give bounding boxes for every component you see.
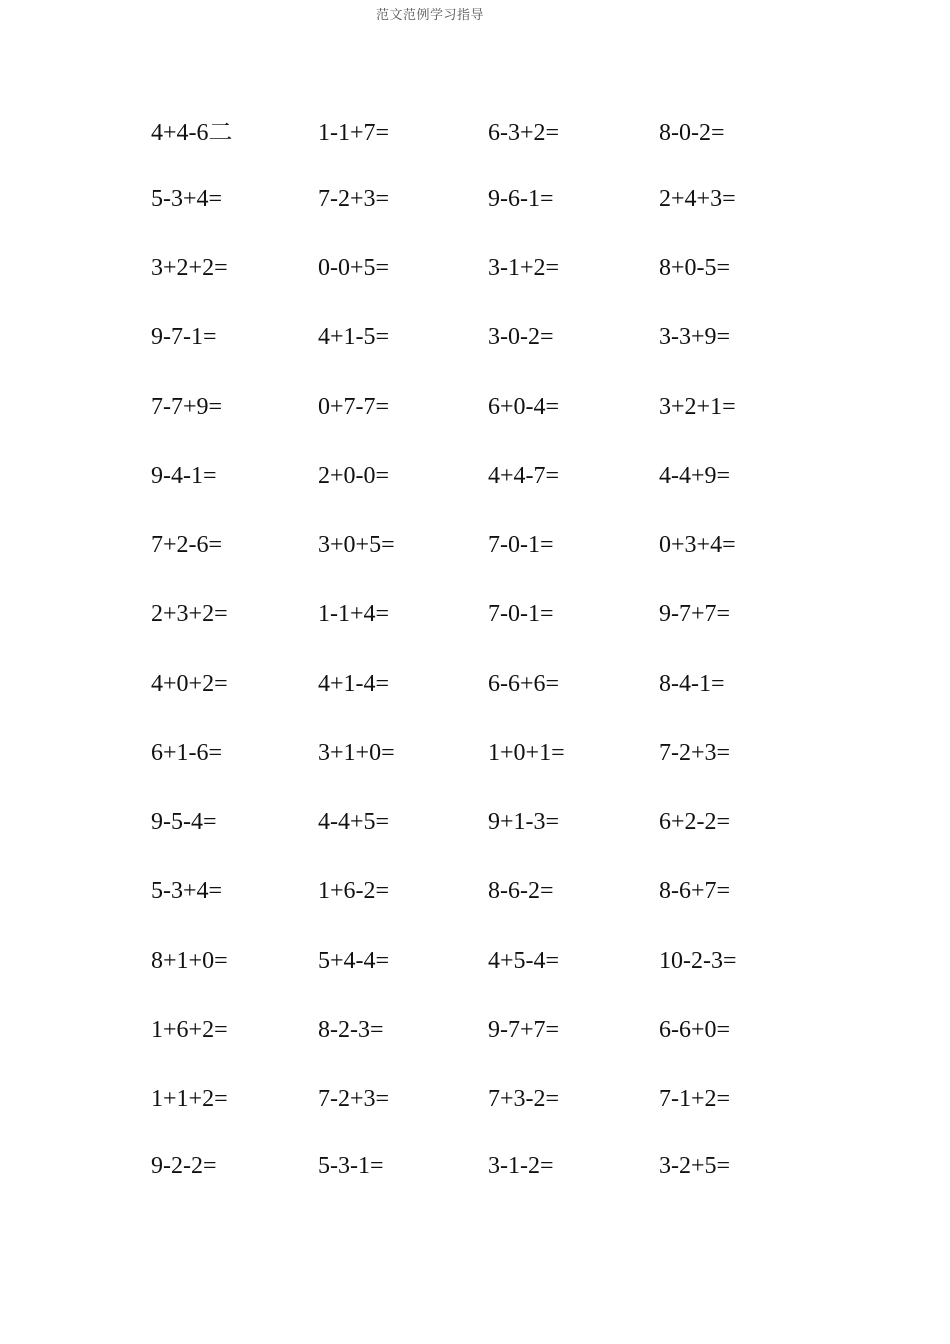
- problem-row: [0, 1082, 950, 1116]
- problem: 7-1+2=: [659, 1086, 731, 1112]
- problem: 4+1-4=: [318, 671, 390, 697]
- problem: 4+4-7=: [488, 463, 560, 489]
- problem-row: [0, 320, 950, 354]
- problem: 4+5-4=: [488, 948, 560, 974]
- problem: 3+1+0=: [318, 740, 395, 766]
- problem: 2+3+2=: [151, 601, 228, 627]
- problem-row: [0, 1013, 950, 1047]
- problem: 0-0+5=: [318, 255, 390, 281]
- problem-row: [0, 736, 950, 770]
- problem: 8-6+7=: [659, 878, 731, 904]
- problem: 5-3+4=: [151, 878, 223, 904]
- problem-row: [0, 182, 950, 216]
- problem: 4+1-5=: [318, 324, 390, 350]
- problem: 1-1+7=: [318, 120, 390, 146]
- problem: 6+1-6=: [151, 740, 223, 766]
- problem: 1+6-2=: [318, 878, 390, 904]
- problem-row: [0, 944, 950, 978]
- problem: 8-4-1=: [659, 671, 725, 697]
- problem: 4+4-6二: [151, 120, 233, 146]
- problem: 9-6-1=: [488, 186, 554, 212]
- problem: 1+1+2=: [151, 1086, 228, 1112]
- problem: 7-2+3=: [318, 1086, 390, 1112]
- problem: 3-3+9=: [659, 324, 731, 350]
- problem: 3-0-2=: [488, 324, 554, 350]
- problem: 9-7+7=: [659, 601, 731, 627]
- problem-row: [0, 874, 950, 908]
- problem: 7+3-2=: [488, 1086, 560, 1112]
- problem: 9-7+7=: [488, 1017, 560, 1043]
- problem-row: [0, 667, 950, 701]
- problem: 5+4-4=: [318, 948, 390, 974]
- problem-row: [0, 805, 950, 839]
- problem: 2+4+3=: [659, 186, 736, 212]
- problem-row: [0, 459, 950, 493]
- problem-row: [0, 528, 950, 562]
- page-header: 范文范例学习指导: [375, 8, 484, 23]
- problem: 6-3+2=: [488, 120, 560, 146]
- problem: 7+2-6=: [151, 532, 223, 558]
- problem: 10-2-3=: [659, 948, 737, 974]
- problem: 9-2-2=: [151, 1153, 217, 1179]
- problem: 7-7+9=: [151, 394, 223, 420]
- problem: 0+3+4=: [659, 532, 736, 558]
- problem-row: [0, 597, 950, 631]
- problem: 8-0-2=: [659, 120, 725, 146]
- problem: 4-4+5=: [318, 809, 390, 835]
- problem-row: [0, 116, 950, 150]
- problem: 9-4-1=: [151, 463, 217, 489]
- problem: 1+0+1=: [488, 740, 565, 766]
- problem: 8+0-5=: [659, 255, 731, 281]
- problem: 3-1+2=: [488, 255, 560, 281]
- problem: 1-1+4=: [318, 601, 390, 627]
- problem: 1+6+2=: [151, 1017, 228, 1043]
- problem: 3+2+1=: [659, 394, 736, 420]
- problem: 3-2+5=: [659, 1153, 731, 1179]
- problem: 4+0+2=: [151, 671, 228, 697]
- problem: 7-2+3=: [318, 186, 390, 212]
- problem: 6-6+6=: [488, 671, 560, 697]
- problem: 9-5-4=: [151, 809, 217, 835]
- problem: 2+0-0=: [318, 463, 390, 489]
- problem: 6+2-2=: [659, 809, 731, 835]
- problem: 8-2-3=: [318, 1017, 384, 1043]
- problem: 3-1-2=: [488, 1153, 554, 1179]
- problem: 4-4+9=: [659, 463, 731, 489]
- problem: 5-3-1=: [318, 1153, 384, 1179]
- problem: 7-2+3=: [659, 740, 731, 766]
- problem: 8+1+0=: [151, 948, 228, 974]
- problem: 6-6+0=: [659, 1017, 731, 1043]
- problem: 9-7-1=: [151, 324, 217, 350]
- problem: 6+0-4=: [488, 394, 560, 420]
- problem: 9+1-3=: [488, 809, 560, 835]
- problem-row: [0, 251, 950, 285]
- problem: 8-6-2=: [488, 878, 554, 904]
- problem: 3+0+5=: [318, 532, 395, 558]
- problem: 3+2+2=: [151, 255, 228, 281]
- problem: 7-0-1=: [488, 532, 554, 558]
- problem-row: [0, 1149, 950, 1183]
- problem: 5-3+4=: [151, 186, 223, 212]
- problem: 0+7-7=: [318, 394, 390, 420]
- problem-row: [0, 390, 950, 424]
- problem: 7-0-1=: [488, 601, 554, 627]
